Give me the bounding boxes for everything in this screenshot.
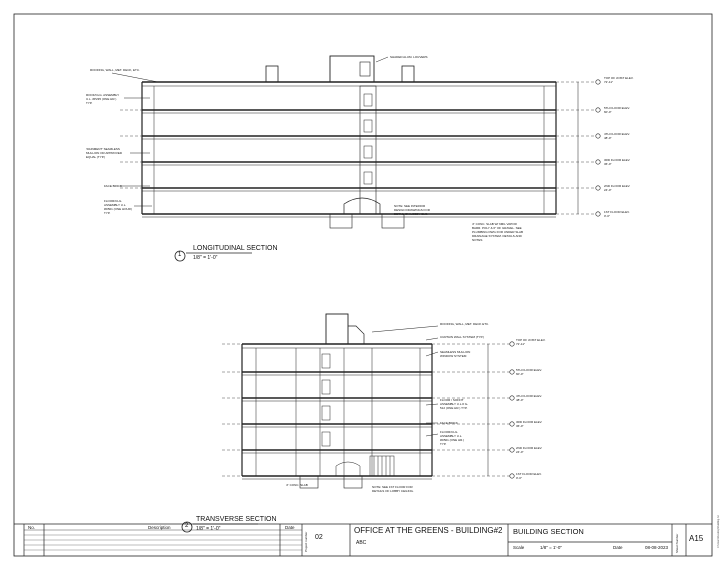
note-roof-assembly: ROOF/CLG. ASSEMBLY U.L. #P235 (ONE HR.) TYP. xyxy=(86,93,120,105)
scale-value: 1/8" = 1'-0" xyxy=(540,545,562,550)
section-number-1: 1 xyxy=(178,252,182,258)
scale-label: Scale xyxy=(513,545,525,550)
note-mullion: 'RAINMENT' SEAMLESS MULLION OR APPROVED EQUAL (TYP.) xyxy=(86,147,123,159)
note-floor-assembly-t: FLOOR/CLG. ASSEMBLY U.L. #D501 (ONE HR.) TYP. xyxy=(440,430,465,446)
rev-header-description: Description xyxy=(148,525,171,530)
note-lobby-ceiling: NOTE: SEE INTERIOR DESIGN DRAWINGS FOR DETAIL ON LOBBY CLG. xyxy=(394,204,430,216)
level-label-2: 2ND FLOOR ELEV. 24'-0" xyxy=(604,184,631,192)
rev-header-date: Date xyxy=(285,525,295,530)
project-number-label: Project number xyxy=(304,531,308,552)
level-label-1: 1ST FLOOR ELEV. 0'-0" xyxy=(604,210,630,218)
longitudinal-section xyxy=(112,56,600,261)
sheet-number-label: Sheet Number xyxy=(675,533,679,553)
note-face-brick-t: FACE BRICK xyxy=(440,421,458,425)
rev-header-no: No. xyxy=(28,525,36,530)
file-path: C:\Users\Desktop\Building.rvt xyxy=(717,515,720,548)
date-label: Date xyxy=(613,545,623,550)
note-slab: 4" CONC. SLAB W/ 6MIL VAPOR BARR. POLY & 6" OF GRAVEL. SEE PLUMBING DWG FOR UNDER SLAB DRAINAGE SYSTEM. DETAILS AND NOTES xyxy=(472,222,524,242)
note-floor-assembly: FLOOR/CLG. ASSEMBLY U.L. #D501 (ONE HOUR) TYP. xyxy=(104,199,132,215)
date-value: 08-08-2023 xyxy=(645,545,669,550)
t-level-label-4: 4TH FLOOR ELEV. 48'-0" xyxy=(516,394,542,402)
project-number: 02 xyxy=(315,534,323,541)
level-label-5: 5TH FLOOR ELEV. 60'-0" xyxy=(604,106,630,114)
level-label-roof: TOP OF JOIST ELEV. 72'-11" xyxy=(604,76,634,84)
t-level-label-3: 3RD FLOOR ELEV. 36'-0" xyxy=(516,420,543,428)
project-title: OFFICE AT THE GREENS - BUILDING#2 xyxy=(354,526,503,535)
transverse-section xyxy=(182,314,514,532)
longitudinal-title: LONGITUDINAL SECTION xyxy=(193,245,278,252)
note-conc-slab: 4" CONC. SLAB xyxy=(286,483,308,487)
note-roofing: ROOFING, WALL, MET. DECK, ETC. xyxy=(90,68,140,72)
note-lobby-t: NOTE: SEE 1ST FLOOR FOR DETAILS OF LOBBY CEILING. xyxy=(372,485,414,493)
t-level-label-2: 2ND FLOOR ELEV. 24'-0" xyxy=(516,446,543,454)
note-curtain-wall: CURTAIN WALL SYSTEM (TYP.) xyxy=(440,335,485,339)
note-seamless: SEAMLESS MULLION WINDOW SYSTEM xyxy=(440,350,471,358)
note-louvers: SHADED ALUM. LOUVERS xyxy=(390,55,428,59)
note-soffit: FLOOR / SOFFIT ASSEMBLY U.L.# G-512 (ONE HR.) TYP. xyxy=(440,398,469,410)
longitudinal-scale: 1/8" = 1'-0" xyxy=(193,255,218,261)
section-number-2: 2 xyxy=(185,523,189,529)
level-label-3: 3RD FLOOR ELEV. 36'-0" xyxy=(604,158,631,166)
note-face-brick: FACE BRICK xyxy=(104,184,122,188)
client-name: ABC xyxy=(356,540,367,546)
t-level-label-1: 1ST FLOOR ELEV. 0'-0" xyxy=(516,472,542,480)
note-roofing-t: ROOFING, WALL, MET. DECK ETC. xyxy=(440,322,490,326)
sheet-number: A15 xyxy=(689,534,704,543)
sheet-title: BUILDING SECTION xyxy=(513,527,584,536)
transverse-title: TRANSVERSE SECTION xyxy=(196,516,277,523)
transverse-scale: 1/8" = 1'-0" xyxy=(196,526,221,532)
t-level-label-5: 5TH FLOOR ELEV. 60'-0" xyxy=(516,368,542,376)
t-level-label-roof: TOP OF JOIST ELEV. 72'-11" xyxy=(516,338,546,346)
level-label-4: 4TH FLOOR ELEV. 48'-0" xyxy=(604,132,630,140)
